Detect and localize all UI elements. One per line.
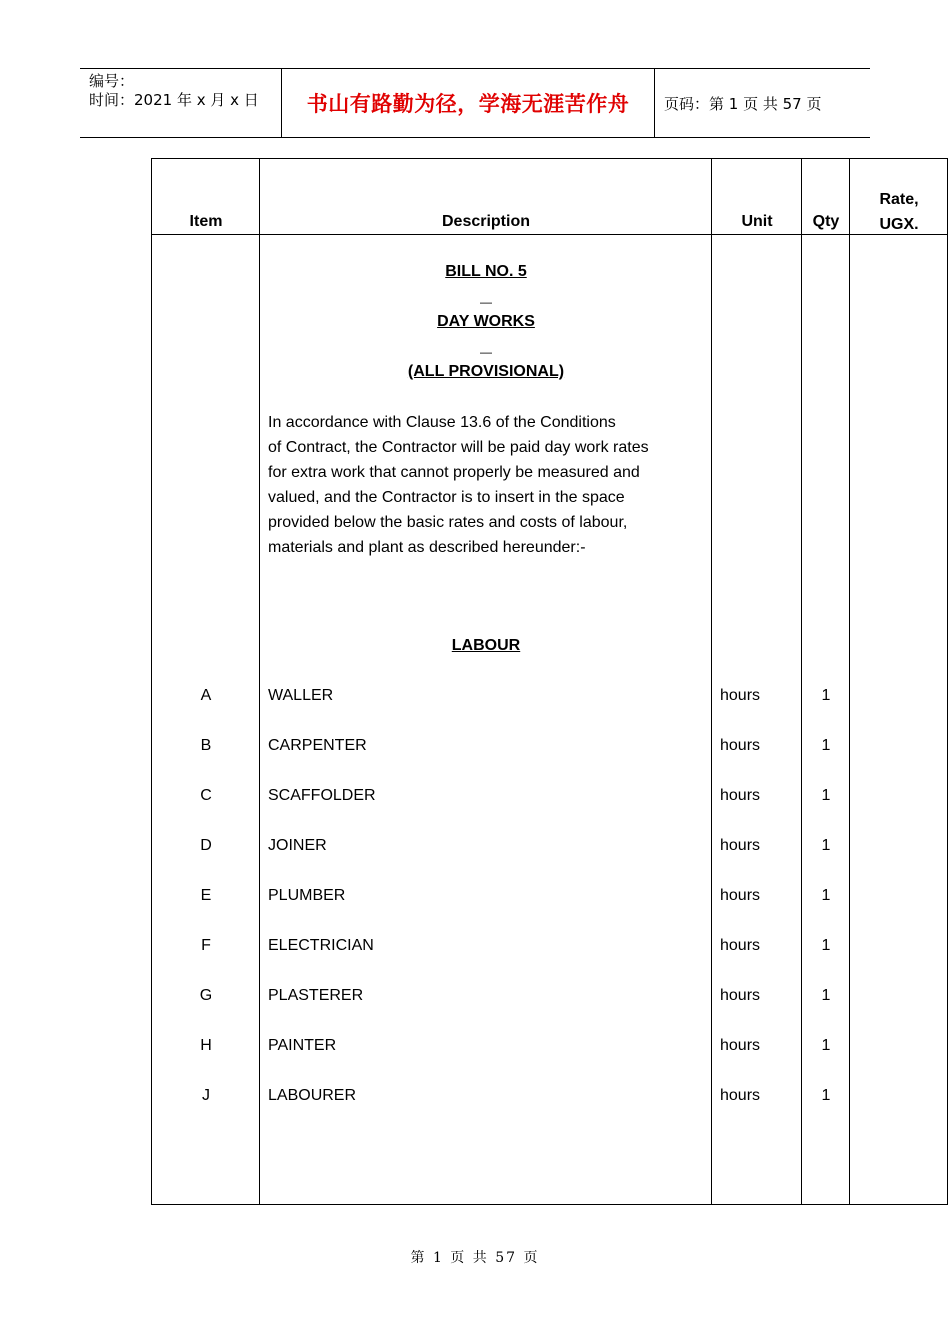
table-row [152, 1087, 947, 1109]
table-row [152, 987, 947, 1009]
intro-line: of Contract, the Contractor will be paid day work rates [268, 439, 649, 456]
row-description: PLASTERER [268, 987, 364, 1004]
bill-title: BILL NO. 5 [445, 263, 527, 280]
row-item: F [201, 937, 211, 954]
row-item: A [200, 687, 212, 704]
document-header [80, 68, 870, 138]
row-item: G [199, 987, 213, 1004]
row-item: J [202, 1087, 210, 1104]
row-item: D [200, 837, 212, 854]
header-divider [654, 69, 655, 137]
row-description: PAINTER [268, 1037, 337, 1054]
row-qty: 1 [821, 987, 831, 1004]
row-description: ELECTRICIAN [268, 937, 374, 954]
bill-table [151, 158, 948, 1205]
column-header-unit: Unit [741, 213, 773, 230]
row-description: WALLER [268, 687, 334, 704]
row-unit: hours [720, 887, 761, 904]
row-description: CARPENTER [268, 737, 367, 754]
row-description: JOINER [268, 837, 327, 854]
intro-line: provided below the basic rates and costs of labour, [268, 514, 628, 531]
column-header-item: Item [189, 213, 223, 230]
row-unit: hours [720, 1037, 761, 1054]
row-unit: hours [720, 787, 761, 804]
provisional-note: (ALL PROVISIONAL) [407, 363, 565, 380]
header-meta [89, 72, 259, 110]
row-description: PLUMBER [268, 887, 346, 904]
row-qty: 1 [821, 937, 831, 954]
row-unit: hours [720, 937, 761, 954]
row-qty: 1 [821, 737, 831, 754]
row-qty: 1 [821, 787, 831, 804]
intro-line: valued, and the Contractor is to insert in the space [268, 489, 625, 506]
column-header-rate [850, 187, 948, 237]
row-unit: hours [720, 687, 761, 704]
labour-heading: LABOUR [451, 637, 521, 654]
title-separator: — [480, 345, 492, 359]
rate-header-line2: UGX. [879, 216, 919, 233]
row-qty: 1 [821, 1087, 831, 1104]
table-row [152, 1037, 947, 1059]
table-row [152, 687, 947, 709]
table-row [152, 737, 947, 759]
row-description: SCAFFOLDER [268, 787, 376, 804]
row-unit: hours [720, 737, 761, 754]
row-item: E [200, 887, 212, 904]
row-item: H [200, 1037, 212, 1054]
header-row-divider [152, 234, 947, 235]
row-qty: 1 [821, 1037, 831, 1054]
row-unit: hours [720, 837, 761, 854]
table-row [152, 887, 947, 909]
row-qty: 1 [821, 887, 831, 904]
document-date-label: 时间：2021 年 x 月 x 日 [89, 91, 259, 109]
column-header-qty: Qty [812, 213, 840, 230]
row-item: C [200, 787, 212, 804]
title-separator: — [480, 295, 492, 309]
intro-line: In accordance with Clause 13.6 of the Conditions [268, 414, 616, 431]
header-page-label: 页码：第 1 页 共 57 页 [664, 95, 822, 113]
column-header-description: Description [441, 213, 530, 230]
document-number-label: 编号： [89, 72, 135, 90]
row-qty: 1 [821, 837, 831, 854]
page-footer: 第 1 页 共 57 页 [410, 1250, 540, 1266]
header-motto: 书山有路勤为径，学海无涯苦作舟 [306, 91, 630, 116]
intro-paragraph [268, 410, 708, 560]
intro-line: for extra work that cannot properly be measured and [268, 464, 640, 481]
row-qty: 1 [821, 687, 831, 704]
intro-line: materials and plant as described hereunder:- [268, 539, 586, 556]
table-row [152, 787, 947, 809]
rate-header-line1: Rate, [879, 191, 919, 208]
section-title: DAY WORKS [437, 313, 535, 330]
row-unit: hours [720, 987, 761, 1004]
row-unit: hours [720, 1087, 761, 1104]
table-row [152, 837, 947, 859]
row-item: B [200, 737, 212, 754]
table-row [152, 937, 947, 959]
row-description: LABOURER [268, 1087, 357, 1104]
